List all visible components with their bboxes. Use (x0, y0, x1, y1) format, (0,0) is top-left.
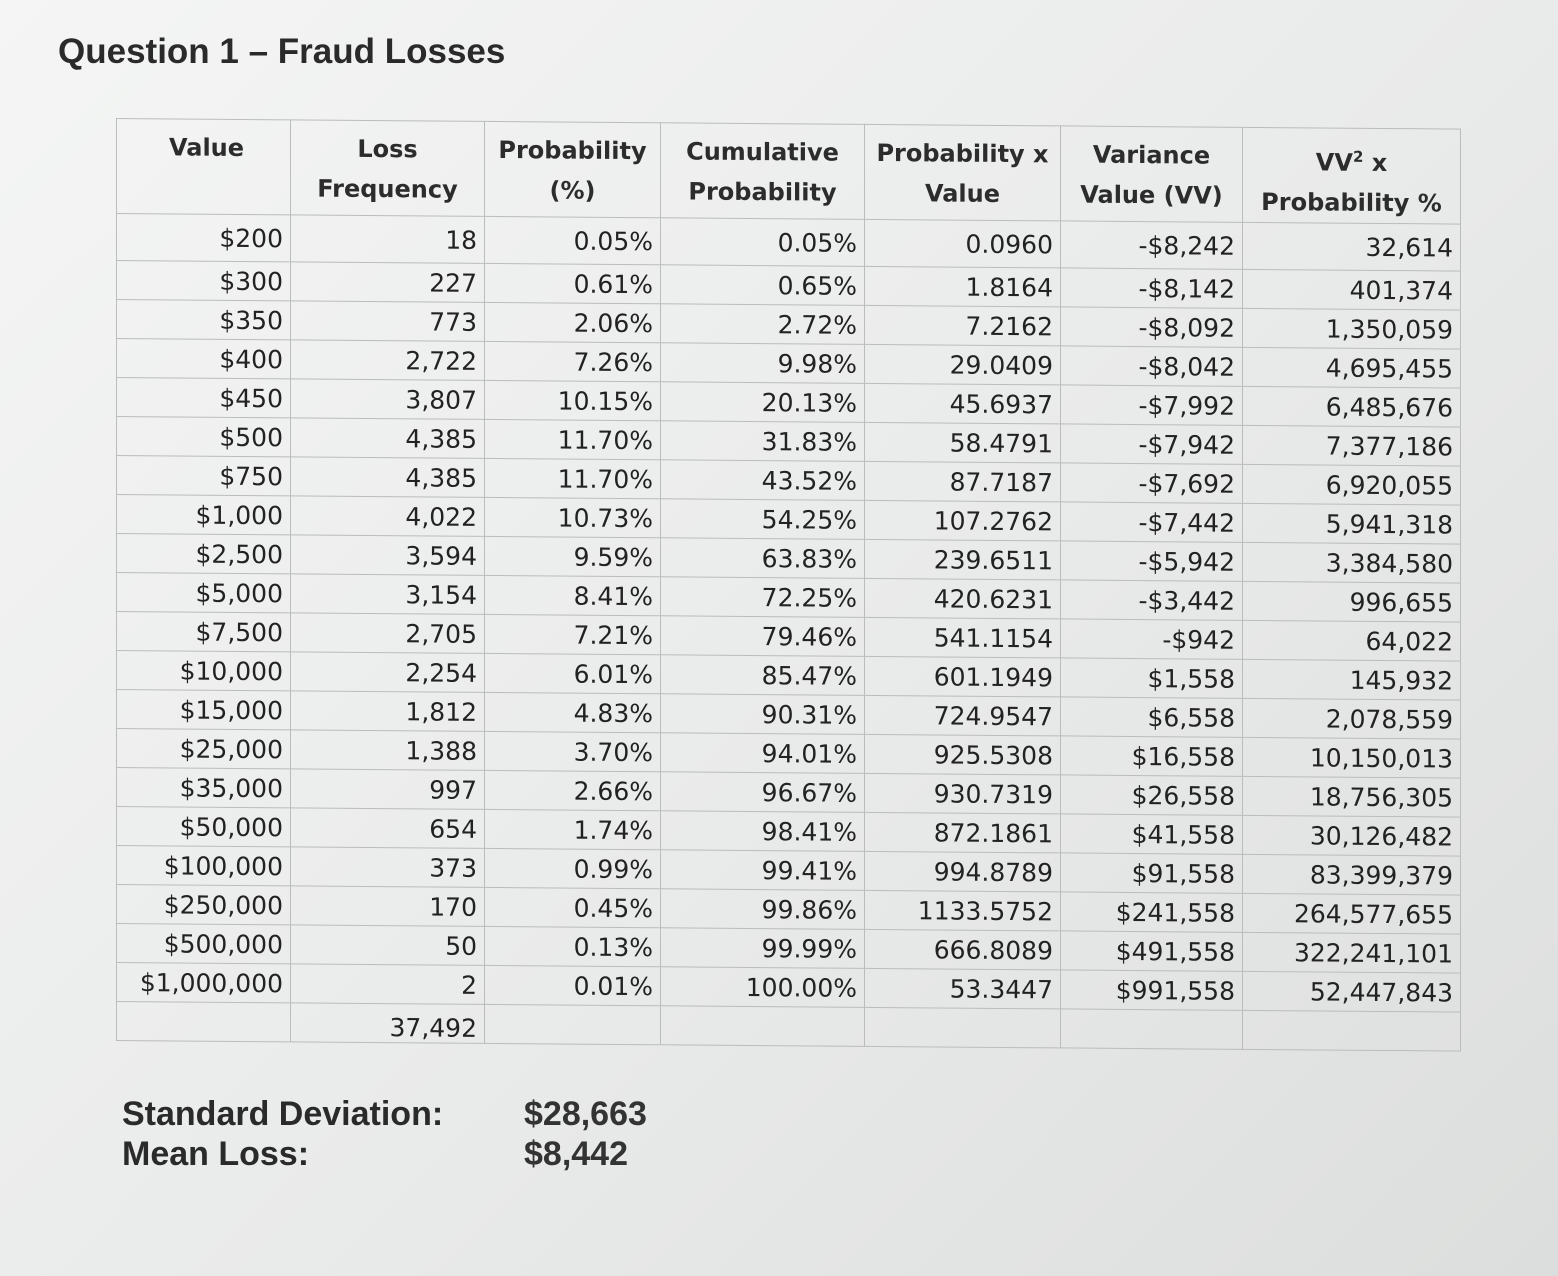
cell-cumulative-probability: 98.41% (661, 811, 865, 852)
cell-loss-frequency: 997 (291, 769, 485, 810)
table-header-row (117, 119, 1461, 225)
cell-variance-value: $16,558 (1061, 736, 1243, 776)
cell-value: $1,000 (117, 495, 291, 535)
cell-probability-x-value: 53.3447 (865, 968, 1061, 1009)
cell-loss-frequency: 227 (291, 262, 485, 303)
cell-probability-x-value: 724.9547 (865, 695, 1061, 736)
header-vv2-line1 (1250, 136, 1453, 184)
cell-probability-x-value: 29.0409 (865, 344, 1061, 385)
cell-probability-x-value: 1.8164 (865, 266, 1061, 307)
cell-probability-x-value: 45.6937 (865, 383, 1061, 424)
cell-variance-value: $241,558 (1061, 892, 1243, 932)
mean-loss-label: Mean Loss: (122, 1134, 310, 1173)
header-vv2-line2: Probability % (1261, 187, 1442, 218)
cell-cumulative-probability: 94.01% (661, 733, 865, 774)
cell-vv-squared-probability: 83,399,379 (1243, 854, 1461, 895)
header-cumulative-line1: Cumulative (686, 137, 839, 167)
cell-loss-frequency: 3,807 (291, 379, 485, 420)
cell-value: $100,000 (117, 846, 291, 886)
cell-cumulative-probability: 72.25% (661, 577, 865, 618)
cell-probability: 0.99% (485, 848, 661, 888)
cell-value: $350 (117, 300, 291, 340)
cell-variance-value: $41,558 (1061, 814, 1243, 854)
cell-loss-frequency: 2,254 (291, 652, 485, 693)
header-probability-x-value (865, 124, 1061, 221)
cell-value: $25,000 (117, 729, 291, 769)
cell-probability-x-value: 930.7319 (865, 773, 1061, 814)
cell-variance-value: -$7,692 (1061, 463, 1243, 503)
cell-vv-squared-probability: 5,941,318 (1243, 503, 1461, 544)
cell-probability: 3.70% (485, 731, 661, 771)
cell-probability: 9.59% (485, 536, 661, 576)
cell-cumulative-probability: 99.99% (661, 928, 865, 969)
cell-loss-frequency: 4,022 (291, 496, 485, 537)
cell-vv-squared-probability: 6,485,676 (1243, 386, 1461, 427)
cell-cumulative-probability: 54.25% (661, 499, 865, 540)
cell-cumulative-probability: 20.13% (661, 382, 865, 423)
cell-probability-x-value: 58.4791 (865, 422, 1061, 463)
cell-value: $200 (117, 214, 291, 262)
cell-cumulative-probability: 99.86% (661, 889, 865, 930)
cell-variance-value: -$8,042 (1061, 346, 1243, 386)
cell-value: $35,000 (117, 768, 291, 808)
empty-cell (661, 1006, 865, 1047)
header-value (117, 119, 291, 215)
cell-variance-value: $491,558 (1061, 931, 1243, 971)
cell-cumulative-probability: 79.46% (661, 616, 865, 657)
cell-variance-value: $26,558 (1061, 775, 1243, 815)
cell-probability: 10.73% (485, 497, 661, 537)
total-frequency: 37,492 (291, 1003, 485, 1044)
empty-cell (1061, 1009, 1243, 1049)
cell-vv-squared-probability: 264,577,655 (1243, 893, 1461, 934)
cell-vv-squared-probability: 10,150,013 (1243, 737, 1461, 778)
cell-vv-squared-probability: 18,756,305 (1243, 776, 1461, 817)
cell-probability: 0.05% (485, 216, 661, 264)
header-value-label: Value (169, 133, 245, 163)
empty-cell (865, 1007, 1061, 1048)
cell-variance-value: -$7,942 (1061, 424, 1243, 464)
header-variance-value (1061, 126, 1243, 222)
cell-vv-squared-probability: 52,447,843 (1243, 971, 1461, 1012)
cell-probability-x-value: 87.7187 (865, 461, 1061, 502)
cell-probability-x-value: 666.8089 (865, 929, 1061, 970)
cell-value: $500 (117, 417, 291, 457)
cell-vv-squared-probability: 30,126,482 (1243, 815, 1461, 856)
cell-loss-frequency: 3,154 (291, 574, 485, 615)
cell-probability-x-value: 0.0960 (865, 219, 1061, 268)
cell-probability: 7.21% (485, 614, 661, 654)
cell-probability: 0.61% (485, 263, 661, 303)
cell-probability-x-value: 994.8789 (865, 851, 1061, 892)
cell-variance-value: -$942 (1061, 619, 1243, 659)
summary-block (122, 1094, 647, 1174)
cell-probability: 4.83% (485, 692, 661, 732)
header-variance-line1: Variance (1092, 140, 1211, 170)
cell-probability: 0.01% (485, 965, 661, 1005)
cell-probability-x-value: 239.6511 (865, 539, 1061, 580)
cell-cumulative-probability: 96.67% (661, 772, 865, 813)
table-body (117, 214, 1461, 1052)
cell-probability-x-value: 1133.5752 (865, 890, 1061, 931)
cell-value: $500,000 (117, 924, 291, 964)
cell-probability-x-value: 601.1949 (865, 656, 1061, 697)
cell-variance-value: -$5,942 (1061, 541, 1243, 581)
cell-value: $7,500 (117, 612, 291, 652)
empty-cell (1243, 1010, 1461, 1051)
cell-cumulative-probability: 2.72% (661, 304, 865, 345)
header-loss-frequency (291, 120, 485, 217)
cell-cumulative-probability: 63.83% (661, 538, 865, 579)
cell-vv-squared-probability: 32,614 (1243, 222, 1461, 271)
cell-loss-frequency: 3,594 (291, 535, 485, 576)
cell-probability: 11.70% (485, 458, 661, 498)
cell-probability-x-value: 541.1154 (865, 617, 1061, 658)
cell-cumulative-probability: 90.31% (661, 694, 865, 735)
header-cumulative-probability (661, 123, 865, 220)
cell-loss-frequency: 1,812 (291, 691, 485, 732)
cell-value: $450 (117, 378, 291, 418)
cell-probability-x-value: 420.6231 (865, 578, 1061, 619)
cell-cumulative-probability: 0.65% (661, 265, 865, 306)
cell-vv-squared-probability: 3,384,580 (1243, 542, 1461, 583)
cell-loss-frequency: 4,385 (291, 457, 485, 498)
mean-loss-row (122, 1134, 647, 1174)
cell-probability: 8.41% (485, 575, 661, 615)
cell-probability-x-value: 107.2762 (865, 500, 1061, 541)
cell-probability: 2.66% (485, 770, 661, 810)
cell-probability: 0.13% (485, 926, 661, 966)
header-probability-line1: Probability (498, 136, 647, 166)
cell-loss-frequency: 4,385 (291, 418, 485, 459)
cell-value: $50,000 (117, 807, 291, 847)
cell-variance-value: -$7,442 (1061, 502, 1243, 542)
empty-cell (485, 1004, 661, 1044)
cell-value: $750 (117, 456, 291, 496)
cell-variance-value: $1,558 (1061, 658, 1243, 698)
cell-variance-value: -$7,992 (1061, 385, 1243, 425)
cell-loss-frequency: 170 (291, 886, 485, 927)
cell-vv-squared-probability: 64,022 (1243, 620, 1461, 661)
header-loss-frequency-line2: Frequency (317, 174, 458, 204)
cell-vv-squared-probability: 2,078,559 (1243, 698, 1461, 739)
cell-cumulative-probability: 0.05% (661, 218, 865, 267)
cell-cumulative-probability: 43.52% (661, 460, 865, 501)
cell-variance-value: -$8,242 (1061, 221, 1243, 269)
header-vv2-base: VV (1315, 148, 1353, 177)
cell-value: $300 (117, 261, 291, 301)
cell-vv-squared-probability: 322,241,101 (1243, 932, 1461, 973)
cell-loss-frequency: 654 (291, 808, 485, 849)
cell-vv-squared-probability: 401,374 (1243, 269, 1461, 310)
fraud-losses-table-container (116, 118, 1460, 1052)
cell-cumulative-probability: 9.98% (661, 343, 865, 384)
cell-probability: 1.74% (485, 809, 661, 849)
std-dev-row (122, 1094, 647, 1134)
cell-loss-frequency: 50 (291, 925, 485, 966)
cell-probability-x-value: 925.5308 (865, 734, 1061, 775)
cell-value: $10,000 (117, 651, 291, 691)
header-probability-line2: (%) (549, 176, 596, 205)
cell-probability: 6.01% (485, 653, 661, 693)
cell-loss-frequency: 2,705 (291, 613, 485, 654)
std-dev-value: $28,663 (524, 1094, 647, 1133)
header-vv2-exponent: 2 (1352, 147, 1364, 166)
cell-variance-value: -$8,092 (1061, 307, 1243, 347)
page-title: Question 1 – Fraud Losses (58, 32, 506, 71)
cell-vv-squared-probability: 7,377,186 (1243, 425, 1461, 466)
cell-variance-value: $6,558 (1061, 697, 1243, 737)
cell-vv-squared-probability: 6,920,055 (1243, 464, 1461, 505)
cell-loss-frequency: 773 (291, 301, 485, 342)
cell-vv-squared-probability: 145,932 (1243, 659, 1461, 700)
cell-value: $250,000 (117, 885, 291, 925)
cell-probability: 2.06% (485, 302, 661, 342)
cell-variance-value: -$3,442 (1061, 580, 1243, 620)
cell-value: $1,000,000 (117, 963, 291, 1003)
cell-cumulative-probability: 31.83% (661, 421, 865, 462)
cell-cumulative-probability: 99.41% (661, 850, 865, 891)
cell-probability-x-value: 7.2162 (865, 305, 1061, 346)
cell-vv-squared-probability: 996,655 (1243, 581, 1461, 622)
cell-probability-x-value: 872.1861 (865, 812, 1061, 853)
header-pxv-line1: Probability x (876, 138, 1049, 169)
cell-value: $15,000 (117, 690, 291, 730)
cell-loss-frequency: 2,722 (291, 340, 485, 381)
fraud-losses-table (116, 118, 1461, 1052)
cell-cumulative-probability: 100.00% (661, 967, 865, 1008)
cell-probability: 0.45% (485, 887, 661, 927)
header-probability (485, 121, 661, 217)
header-loss-frequency-line1: Loss (357, 134, 418, 164)
cell-variance-value: $991,558 (1061, 970, 1243, 1010)
cell-vv-squared-probability: 4,695,455 (1243, 347, 1461, 388)
cell-variance-value: -$8,142 (1061, 268, 1243, 308)
cell-loss-frequency: 373 (291, 847, 485, 888)
cell-value: $2,500 (117, 534, 291, 574)
cell-value: $5,000 (117, 573, 291, 613)
cell-loss-frequency: 2 (291, 964, 485, 1005)
header-vv2-times: x (1363, 148, 1388, 177)
cell-loss-frequency: 18 (291, 215, 485, 264)
cell-value: $400 (117, 339, 291, 379)
header-vv-squared-probability (1243, 127, 1461, 224)
header-pxv-line2: Value (924, 179, 1001, 208)
cell-loss-frequency: 1,388 (291, 730, 485, 771)
mean-loss-value: $8,442 (524, 1134, 628, 1173)
std-dev-label: Standard Deviation: (122, 1094, 444, 1133)
cell-probability: 11.70% (485, 419, 661, 459)
cell-probability: 10.15% (485, 380, 661, 420)
cell-probability: 7.26% (485, 341, 661, 381)
cell-variance-value: $91,558 (1061, 853, 1243, 893)
header-variance-line2: Value (VV) (1080, 180, 1223, 210)
cell-vv-squared-probability: 1,350,059 (1243, 308, 1461, 349)
header-cumulative-line2: Probability (688, 177, 837, 207)
empty-cell (117, 1002, 291, 1042)
cell-cumulative-probability: 85.47% (661, 655, 865, 696)
